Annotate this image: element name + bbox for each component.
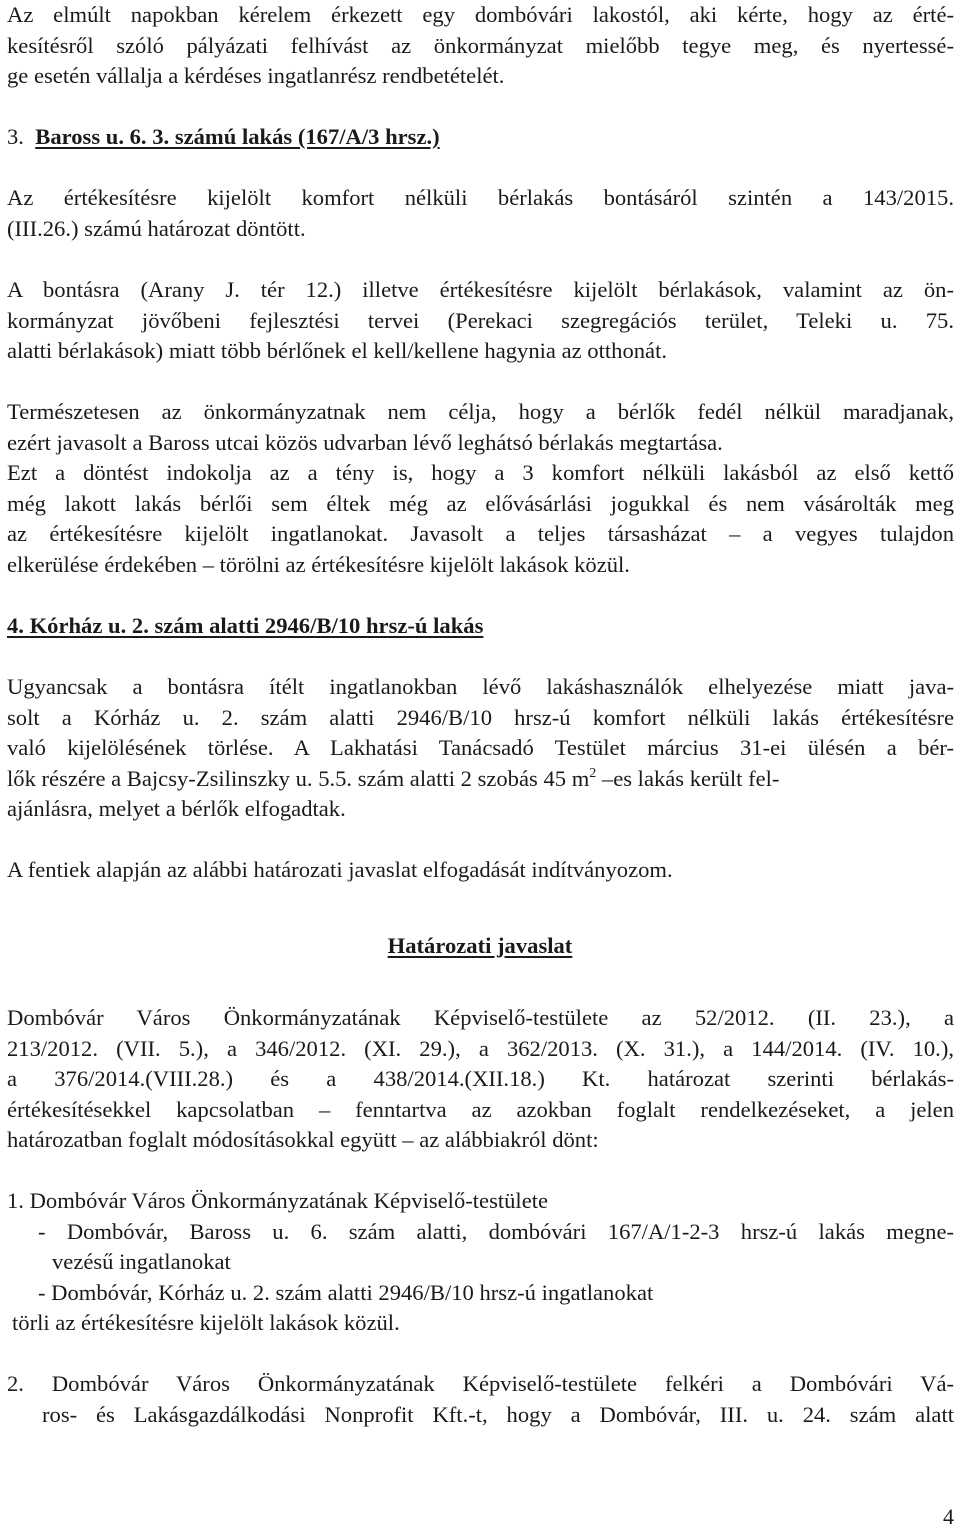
item-2-line-1: 2. Dombóvár Város Önkormányzatának Képviselő-testülete felkéri a Dombóvári Vá- <box>7 1371 954 1396</box>
paragraph-4-line-4: még lakott lakás bérlői sem éltek még az elővásárlási jogukkal és nem vásárolták meg <box>7 491 954 516</box>
section-4-heading: 4. Kórház u. 2. szám alatti 2946/B/10 hrsz-ú lakás <box>7 613 484 638</box>
section-3-number: 3. <box>7 124 24 149</box>
paragraph-1-line-3: ge esetén vállalja a kérdéses ingatlanrész rendbetételét. <box>7 63 505 88</box>
page-number: 4 <box>943 1504 954 1529</box>
paragraph-4-line-6: elkerülése érdekében – törölni az értékesítésre kijelölt lakások közül. <box>7 552 630 577</box>
item-1-line-2: - Dombóvár, Baross u. 6. szám alatti, dombóvári 167/A/1-2-3 hrsz-ú lakás megne- <box>38 1219 954 1244</box>
square-superscript: 2 <box>589 766 597 781</box>
paragraph-1-line-2: kesítésről szóló pályázati felhívást az önkormányzat mielőbb tegye meg, és nyertessé- <box>7 33 954 58</box>
paragraph-5-line-1: Ugyancsak a bontásra ítélt ingatlanokban lévő lakáshasználók elhelyezése miatt java- <box>7 674 954 699</box>
section-3-heading <box>7 122 440 153</box>
item-1-heading: 1. Dombóvár Város Önkormányzatának Képviselő-testülete <box>7 1188 549 1213</box>
paragraph-3-line-1: A bontásra (Arany J. tér 12.) illetve értékesítésre kijelölt bérlakások, valamint az ön- <box>7 277 954 302</box>
resolution-line-1: Dombóvár Város Önkormányzatának Képviselő-testülete az 52/2012. (II. 23.), a <box>7 1005 954 1030</box>
item-1-line-4: - Dombóvár, Kórház u. 2. szám alatti 2946/B/10 hrsz-ú ingatlanokat <box>38 1280 654 1305</box>
resolution-line-2: 213/2012. (VII. 5.), a 346/2012. (XI. 29.), a 362/2013. (X. 31.), a 144/2014. (IV. 10.), <box>7 1036 954 1061</box>
resolution-line-4: értékesítésekkel kapcsolatban – fenntartva az azokban foglalt rendelkezéseket, a jelen <box>7 1097 954 1122</box>
resolution-line-3: a 376/2014.(VIII.28.) és a 438/2014.(XII.18.) Kt. határozat szerinti bérlakás- <box>7 1066 954 1091</box>
paragraph-2-line-2: (III.26.) számú határozat döntött. <box>7 216 306 241</box>
item-1-line-3: vezésű ingatlanokat <box>52 1249 231 1274</box>
paragraph-2-line-1: Az értékesítésre kijelölt komfort nélküli bérlakás bontásáról szintén a 143/2015. <box>7 185 954 210</box>
proposal-intro: A fentiek alapján az alábbi határozati javaslat elfogadását indítványozom. <box>7 857 673 882</box>
resolution-title: Határozati javaslat <box>387 933 573 958</box>
paragraph-4-line-3: Ezt a döntést indokolja az a tény is, hogy a 3 komfort nélküli lakásból az első kettő <box>7 460 954 485</box>
paragraph-4-line-2: ezért javasolt a Baross utcai közös udvarban lévő leghátsó bérlakás megtartása. <box>7 430 723 455</box>
paragraph-3-line-3: alatti bérlakások) miatt több bérlőnek el kell/kellene hagynia az otthonát. <box>7 338 668 363</box>
item-1-line-5: törli az értékesítésre kijelölt lakások közül. <box>12 1310 400 1335</box>
paragraph-1-line-1: Az elmúlt napokban kérelem érkezett egy dombóvári lakostól, aki kérte, hogy az érté- <box>7 2 954 27</box>
resolution-line-5: határozatban foglalt módosításokkal együtt – az alábbiakról dönt: <box>7 1127 599 1152</box>
paragraph-5-line-4-start: lők részére a Bajcsy-Zsilinszky u. 5.5. szám alatti 2 szobás 45 m <box>7 766 590 791</box>
paragraph-4-line-1: Természetesen az önkormányzatnak nem célja, hogy a bérlők fedél nélkül maradjanak, <box>7 399 954 424</box>
paragraph-5-line-5: ajánlásra, melyet a bérlők elfogadtak. <box>7 796 346 821</box>
item-2-line-2: ros- és Lakásgazdálkodási Nonprofit Kft.-t, hogy a Dombóvár, III. u. 24. szám alatt <box>42 1402 954 1427</box>
paragraph-5-line-4-end: –es lakás került fel- <box>596 766 780 791</box>
section-3-title: Baross u. 6. 3. számú lakás (167/A/3 hrsz.) <box>35 124 440 149</box>
paragraph-5-line-2: solt a Kórház u. 2. szám alatti 2946/B/10 hrsz-ú komfort nélküli lakás értékesítésre <box>7 705 954 730</box>
paragraph-3-line-2: kormányzat jövőbeni fejlesztési tervei (Perekaci szegregációs terület, Teleki u. 75. <box>7 308 954 333</box>
paragraph-5-line-4 <box>7 764 954 795</box>
paragraph-5-line-3: való kijelölésének törlése. A Lakhatási Tanácsadó Testület március 31-ei ülésén a bér- <box>7 735 954 760</box>
paragraph-4-line-5: az értékesítésre kijelölt ingatlanokat. Javasolt a teljes társasházat – a vegyes tulajdon <box>7 521 954 546</box>
